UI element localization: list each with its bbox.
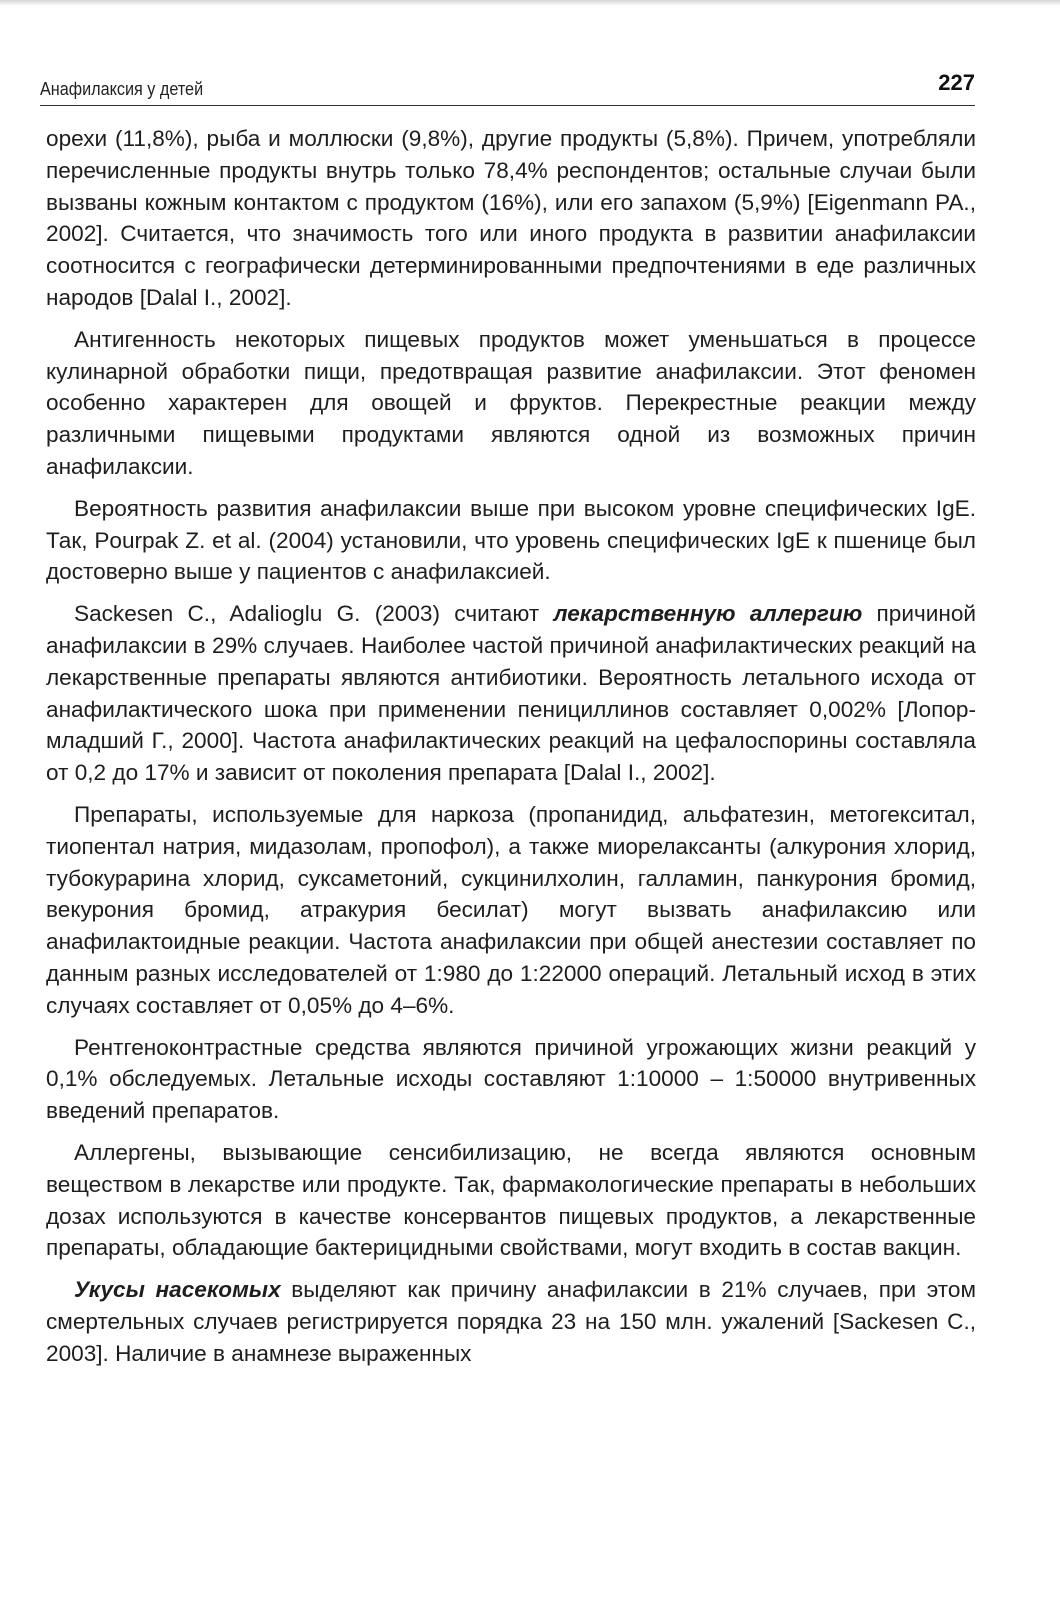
text-run: Вероятность развития анафилаксии выше при высоком уровне специфических IgE. Так, Pourpak Z. et al. (2004) установили, что уровень специфических IgE к пшенице был достоверно выше у пациентов с анафилаксией.: [46, 495, 976, 585]
paragraph-antigenicity: [46, 324, 976, 483]
header-rule: [40, 105, 975, 106]
text-run: выделяют как причину анафилаксии в 21% случаев, при этом смертельных случаев регистрируется порядка 23 на 150 млн. ужалений [Sackesen C., 2003]. Наличие в анамнезе выраженных: [46, 1277, 976, 1366]
paragraph-sensitizing-allergens: [46, 1137, 976, 1264]
paragraph-anesthesia: [46, 799, 976, 1022]
paragraph-contrast-agents: [46, 1032, 976, 1127]
running-head: [40, 66, 975, 106]
scan-top-edge: [0, 0, 1060, 6]
text-run: Рентгеноконтрастные средства являются причиной угрожающих жизни реакций у 0,1% обследуемых. Летальные исходы составляют 1:10000 – 1:50000 внутривенных введений препаратов.: [46, 1034, 976, 1124]
paragraph-food-allergens: [46, 123, 976, 314]
page-number: 227: [938, 70, 975, 95]
paragraph-insect-stings: [46, 1274, 976, 1369]
text-run: Аллергены, вызывающие сенсибилизацию, не всегда являются основным веществом в лекарстве или продукте. Так, фармакологические препараты в небольших дозах используются в качестве консервантов пищевых продуктов, а лекарственные препараты, обладающие бактерицидными свойствами, могут входить в состав вакцин.: [46, 1139, 976, 1261]
text-run: причиной анафилаксии в 29% случаев. Наиболее частой причиной анафилактических реакций на лекарственные препараты являются антибиотики. Вероятность летального исхода от анафилактического шока при применении пенициллинов составляет 0,002% [Лопормладший Г., 2000]. Частота анафилактических реакций на цефалоспорины составляла от 0,2 до 17% и зависит от поколения препарата [Dalal I., 2002].: [46, 601, 977, 786]
paragraph-specific-ige: [46, 493, 976, 588]
text-run: Препараты, используемые для наркоза (пропанидид, альфатезин, метогекситал, тиопентал натрия, мидазолам, пропофол), а также миорелаксанты (алкурония хлорид, тубокурарина хлорид, суксаметоний, сукцинилхолин, галламин, панкурония бромид, векурония бромид, атракурия бесилат) могут вызвать анафилаксию или анафилактоидные реакции. Частота анафилаксии при общей анестезии составляет по данным разных исследователей от 1:980 до 1:22000 операций. Летальный исход в этих случаях составляет от 0,05% до 4–6%.: [46, 801, 976, 1018]
emphasis-drug-allergy: лекарственную аллергию: [553, 601, 863, 627]
emphasis-insect-stings: Укусы насекомых: [74, 1277, 281, 1303]
body-text: [46, 123, 976, 1369]
paragraph-drug-allergy: [46, 598, 976, 789]
text-run: орехи (11,8%), рыба и моллюски (9,8%), другие продукты (5,8%). Причем, употребляли перечисленные продукты внутрь только 78,4% респондентов; остальные случаи были вызваны кожным контактом с продуктом (16%), или его запахом (5,9%) [Eigenmann PA., 2002]. Считается, что значимость того или иного продукта в развитии анафилаксии соотносится с географически детерминированными предпочтениями в еде различных народов [Dalal I., 2002].: [46, 126, 976, 310]
text-run: Sackesen C., Adalioglu G. (2003) считают: [74, 601, 554, 627]
running-title: Анафилаксия у детей: [40, 79, 204, 99]
text-run: Антигенность некоторых пищевых продуктов может уменьшаться в процессе кулинарной обработки пищи, предотвращая развитие анафилаксии. Этот феномен особенно характерен для овощей и фруктов. Перекрестные реакции между различными пищевыми продуктами являются одной из возможных причин анафилаксии.: [46, 326, 976, 479]
